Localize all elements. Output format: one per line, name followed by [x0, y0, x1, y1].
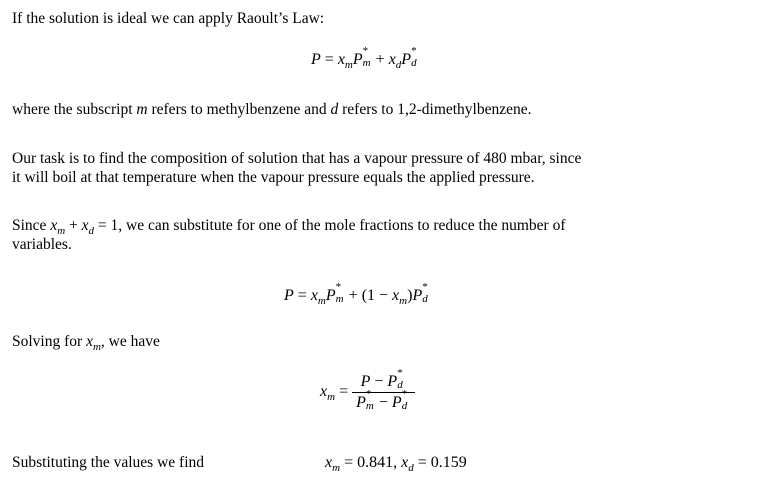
solved-equation: $x_m$ = P − P * d P * m − P * d [320, 372, 415, 413]
fraction-denominator: P * m − P * d [356, 388, 408, 412]
substituted-equation: $P = x_mP$ * m + $(1 - x_m)P$ * d [284, 281, 428, 307]
substitution-text-line2: variables. [12, 236, 72, 253]
substitution-text-line1: Since $x_m + x_d = 1$, we can substitute for one of the mole fractions to reduce the number of [12, 217, 566, 237]
task-text-line1: Our task is to find the composition of solution that has a vapour pressure of 480 mbar, since [12, 150, 582, 167]
subscript-description: where the subscript m refers to methylbenzene and d refers to 1,2-dimethylbenzene. [12, 101, 532, 118]
intro-text: If the solution is ideal we can apply Raoult’s Law: [12, 10, 325, 27]
substituting-text: Substituting the values we find [12, 454, 205, 471]
fraction-numerator: P − P * d [352, 372, 415, 393]
solving-text: Solving for $x_m$, we have [12, 333, 160, 353]
task-text-line2: it will boil at that temperature when the vapour pressure equals the applied pressure. [12, 169, 535, 186]
raoult-equation: $P = x_mP$ * m + $x_dP$ * d [311, 45, 417, 71]
fraction [352, 367, 415, 413]
result-values: $x_m = 0.841$, $x_d = 0.159$ [325, 454, 467, 474]
